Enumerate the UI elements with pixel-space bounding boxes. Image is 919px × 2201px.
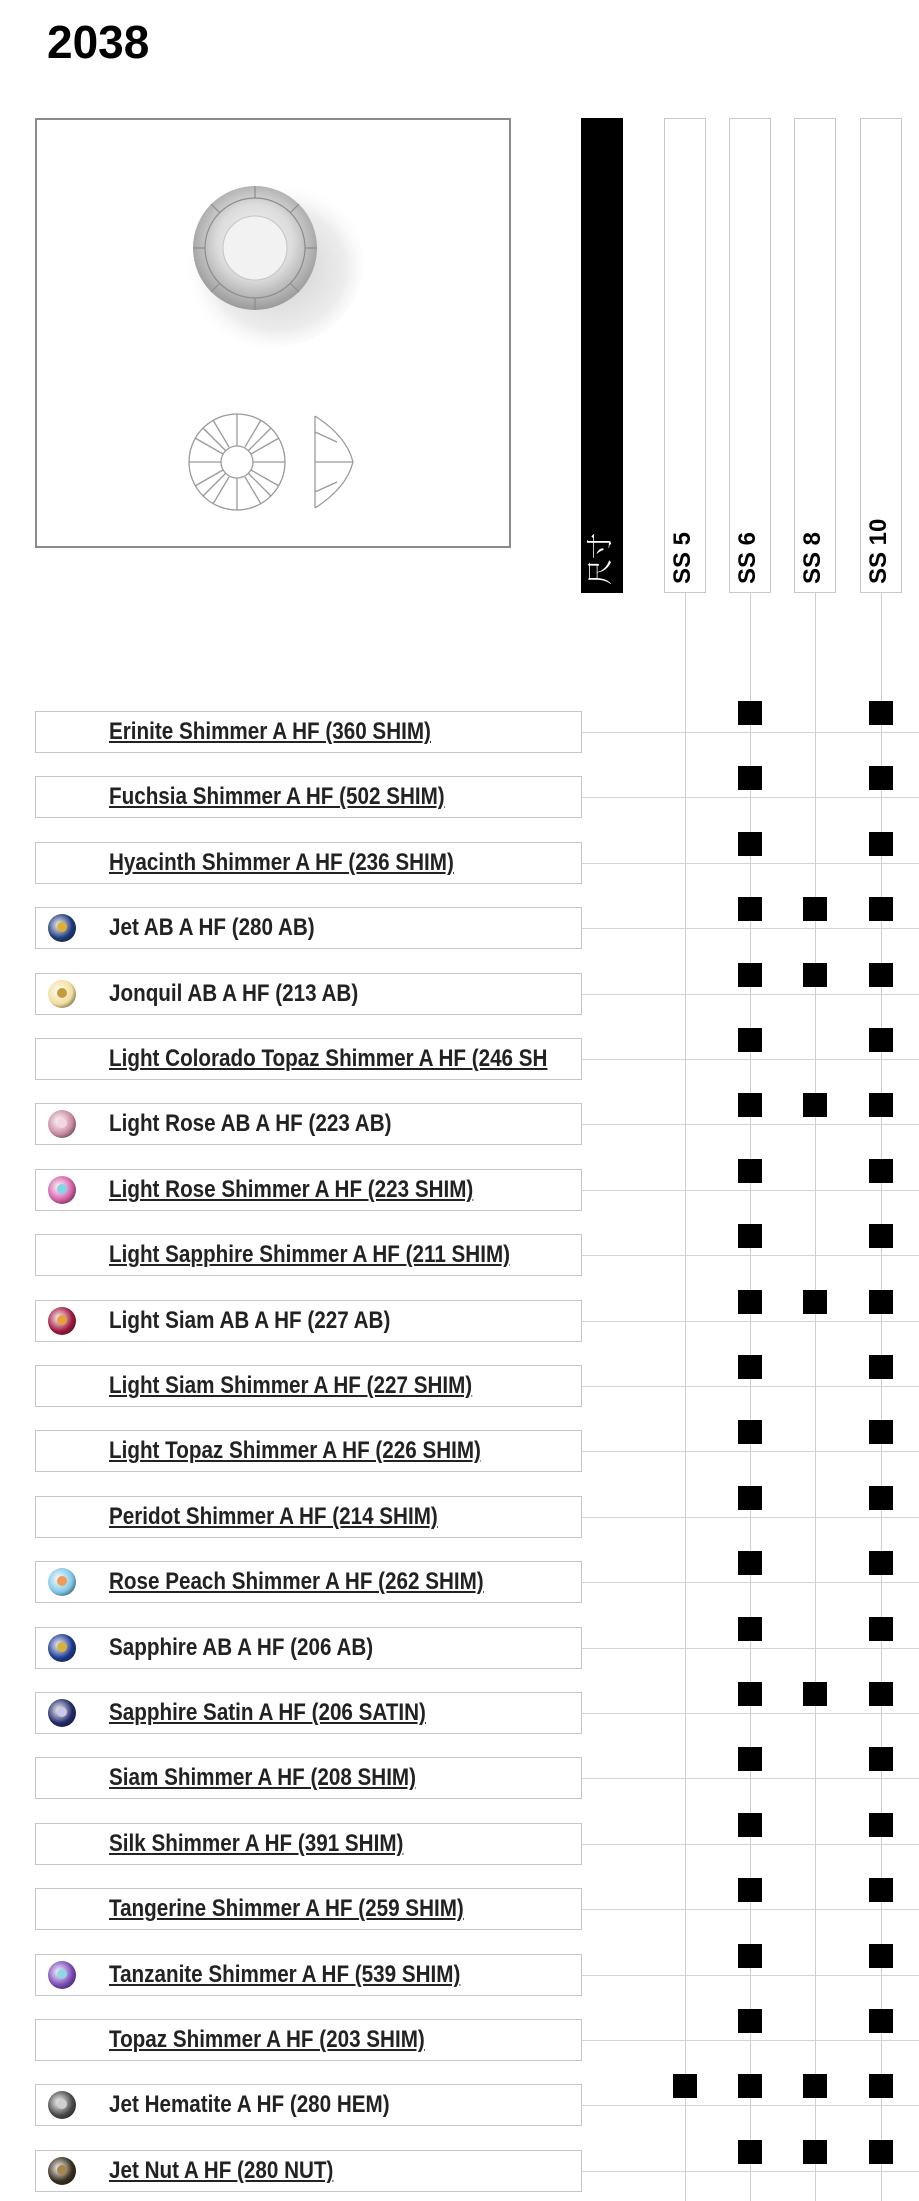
availability-marker (738, 1813, 762, 1837)
availability-marker (738, 1682, 762, 1706)
availability-marker (738, 1159, 762, 1183)
row-connector-line (582, 1844, 919, 1845)
color-swatch-icon (48, 2157, 76, 2185)
size-column-header (860, 118, 902, 593)
item-name: Jet Hematite A HF (280 HEM) (109, 2091, 390, 2118)
size-label: SS 5 (669, 531, 696, 584)
row-connector-line (582, 1582, 919, 1583)
availability-marker (738, 963, 762, 987)
item-name: Light Rose AB A HF (223 AB) (109, 1110, 392, 1137)
row-connector-line (582, 1713, 919, 1714)
list-item[interactable] (35, 842, 582, 884)
item-name: Jet AB A HF (280 AB) (109, 914, 315, 941)
size-column-header (729, 118, 771, 593)
availability-marker (869, 1617, 893, 1641)
item-name[interactable]: Tanzanite Shimmer A HF (539 SHIM) (109, 1961, 461, 1988)
availability-marker (738, 1420, 762, 1444)
color-swatch-icon (48, 1568, 76, 1596)
list-item[interactable] (35, 1757, 582, 1799)
availability-marker (869, 1747, 893, 1771)
list-item[interactable] (35, 1038, 582, 1080)
availability-marker (869, 1682, 893, 1706)
size-column-header (794, 118, 836, 593)
color-swatch-icon (48, 2091, 76, 2119)
availability-marker (869, 1159, 893, 1183)
row-connector-line (582, 1255, 919, 1256)
row-connector-line (582, 1975, 919, 1976)
row-connector-line (582, 2105, 919, 2106)
row-connector-line (582, 732, 919, 733)
list-item[interactable] (35, 776, 582, 818)
availability-marker (869, 1355, 893, 1379)
color-swatch-icon (48, 1961, 76, 1989)
availability-marker (869, 2140, 893, 2164)
swatch-highlight (57, 1707, 67, 1717)
availability-marker (738, 1944, 762, 1968)
availability-marker (803, 963, 827, 987)
color-swatch-icon (48, 1110, 76, 1138)
availability-marker (738, 897, 762, 921)
availability-marker (869, 832, 893, 856)
list-item[interactable] (35, 2150, 582, 2192)
item-name[interactable]: Siam Shimmer A HF (208 SHIM) (109, 1764, 417, 1791)
row-connector-line (582, 1517, 919, 1518)
availability-marker (869, 897, 893, 921)
list-item[interactable] (35, 1300, 582, 1342)
availability-marker (738, 1224, 762, 1248)
row-connector-line (582, 2171, 919, 2172)
row-connector-line (582, 863, 919, 864)
size-guide-line (815, 593, 816, 2201)
availability-marker (869, 963, 893, 987)
availability-marker (738, 1747, 762, 1771)
row-connector-line (582, 928, 919, 929)
availability-marker (869, 1878, 893, 1902)
swatch-highlight (57, 2099, 67, 2109)
list-item[interactable] (35, 1169, 582, 1211)
availability-marker (738, 1878, 762, 1902)
size-guide-line (685, 593, 686, 2201)
availability-marker (738, 766, 762, 790)
page-title: 2038 (47, 16, 150, 68)
row-connector-line (582, 994, 919, 995)
row-connector-line (582, 1386, 919, 1387)
availability-marker (869, 766, 893, 790)
list-item[interactable] (35, 973, 582, 1015)
availability-marker (738, 2009, 762, 2033)
item-name[interactable]: Sapphire Satin A HF (206 SATIN) (109, 1699, 426, 1726)
item-name: Light Siam AB A HF (227 AB) (109, 1307, 391, 1334)
list-item[interactable] (35, 1234, 582, 1276)
color-swatch-icon (48, 980, 76, 1008)
size-label: SS 8 (799, 531, 826, 584)
swatch-highlight (57, 988, 67, 998)
availability-marker (738, 1093, 762, 1117)
list-item[interactable] (35, 1103, 582, 1145)
availability-marker (738, 2074, 762, 2098)
item-name: Sapphire AB A HF (206 AB) (109, 1634, 374, 1661)
size-header-text: 尺寸 (585, 532, 615, 585)
row-connector-line (582, 797, 919, 798)
swatch-highlight (57, 1184, 67, 1194)
list-item[interactable] (35, 907, 582, 949)
availability-marker (738, 1617, 762, 1641)
availability-marker (869, 1486, 893, 1510)
list-item[interactable] (35, 2019, 582, 2061)
availability-marker (673, 2074, 697, 2098)
item-name[interactable]: Silk Shimmer A HF (391 SHIM) (109, 1830, 404, 1857)
list-item[interactable] (35, 1627, 582, 1669)
size-column-header (664, 118, 706, 593)
availability-marker (869, 1944, 893, 1968)
availability-marker (869, 1224, 893, 1248)
availability-marker (803, 1682, 827, 1706)
row-connector-line (582, 1124, 919, 1125)
size-label: SS 6 (734, 531, 761, 584)
availability-marker (738, 1355, 762, 1379)
row-connector-line (582, 2040, 919, 2041)
item-name: Jonquil AB A HF (213 AB) (109, 980, 359, 1007)
item-name[interactable]: Rose Peach Shimmer A HF (262 SHIM) (109, 1568, 484, 1595)
rhinestone-illustration (37, 120, 509, 546)
list-item[interactable] (35, 1430, 582, 1472)
availability-marker (803, 1290, 827, 1314)
availability-marker (869, 1290, 893, 1314)
row-connector-line (582, 1648, 919, 1649)
availability-marker (803, 897, 827, 921)
item-name[interactable]: Erinite Shimmer A HF (360 SHIM) (109, 718, 431, 745)
list-item[interactable] (35, 1692, 582, 1734)
list-item[interactable] (35, 711, 582, 753)
availability-marker (738, 1486, 762, 1510)
color-swatch-icon (48, 1176, 76, 1204)
swatch-highlight (57, 2165, 67, 2175)
item-name[interactable]: Light Topaz Shimmer A HF (226 SHIM) (109, 1437, 481, 1464)
swatch-highlight (57, 1969, 67, 1979)
list-item[interactable] (35, 1888, 582, 1930)
size-label: SS 10 (865, 518, 892, 584)
availability-marker (803, 2074, 827, 2098)
color-swatch-icon (48, 914, 76, 942)
item-name[interactable]: Light Sapphire Shimmer A HF (211 SHIM) (109, 1241, 511, 1268)
availability-marker (738, 1028, 762, 1052)
availability-marker (869, 1420, 893, 1444)
item-name[interactable]: Tangerine Shimmer A HF (259 SHIM) (109, 1895, 464, 1922)
swatch-highlight (57, 1118, 67, 1128)
rhinestone-product-image (35, 118, 511, 548)
color-swatch-icon (48, 1634, 76, 1662)
row-connector-line (582, 1909, 919, 1910)
row-connector-line (582, 1190, 919, 1191)
item-name[interactable]: Light Rose Shimmer A HF (223 SHIM) (109, 1176, 474, 1203)
row-connector-line (582, 1059, 919, 1060)
availability-marker (869, 2009, 893, 2033)
row-connector-line (582, 1451, 919, 1452)
list-item[interactable] (35, 1823, 582, 1865)
list-item[interactable] (35, 1365, 582, 1407)
availability-marker (869, 1093, 893, 1117)
color-swatch-icon (48, 1699, 76, 1727)
availability-marker (869, 1813, 893, 1837)
availability-marker (738, 1290, 762, 1314)
row-connector-line (582, 1778, 919, 1779)
item-name[interactable]: Peridot Shimmer A HF (214 SHIM) (109, 1503, 438, 1530)
swatch-highlight (57, 1315, 67, 1325)
availability-marker (738, 832, 762, 856)
item-name[interactable]: Jet Nut A HF (280 NUT) (109, 2157, 334, 2184)
list-item[interactable] (35, 1561, 582, 1603)
color-swatch-icon (48, 1307, 76, 1335)
availability-marker (738, 1551, 762, 1575)
list-item[interactable] (35, 1954, 582, 1996)
availability-marker (869, 1028, 893, 1052)
row-connector-line (582, 1321, 919, 1322)
item-name[interactable]: Topaz Shimmer A HF (203 SHIM) (109, 2026, 425, 2053)
availability-marker (803, 2140, 827, 2164)
list-item[interactable] (35, 2084, 582, 2126)
item-name[interactable]: Light Colorado Topaz Shimmer A HF (246 SH (109, 1045, 548, 1072)
item-name[interactable]: Hyacinth Shimmer A HF (236 SHIM) (109, 849, 454, 876)
swatch-highlight (57, 922, 67, 932)
availability-marker (869, 701, 893, 725)
availability-marker (869, 2074, 893, 2098)
list-item[interactable] (35, 1496, 582, 1538)
availability-marker (803, 1093, 827, 1117)
availability-marker (738, 2140, 762, 2164)
availability-marker (869, 1551, 893, 1575)
item-name[interactable]: Light Siam Shimmer A HF (227 SHIM) (109, 1372, 473, 1399)
item-name[interactable]: Fuchsia Shimmer A HF (502 SHIM) (109, 783, 445, 810)
swatch-highlight (57, 1642, 67, 1652)
availability-marker (738, 701, 762, 725)
swatch-highlight (57, 1576, 67, 1586)
size-header-label (581, 118, 623, 593)
